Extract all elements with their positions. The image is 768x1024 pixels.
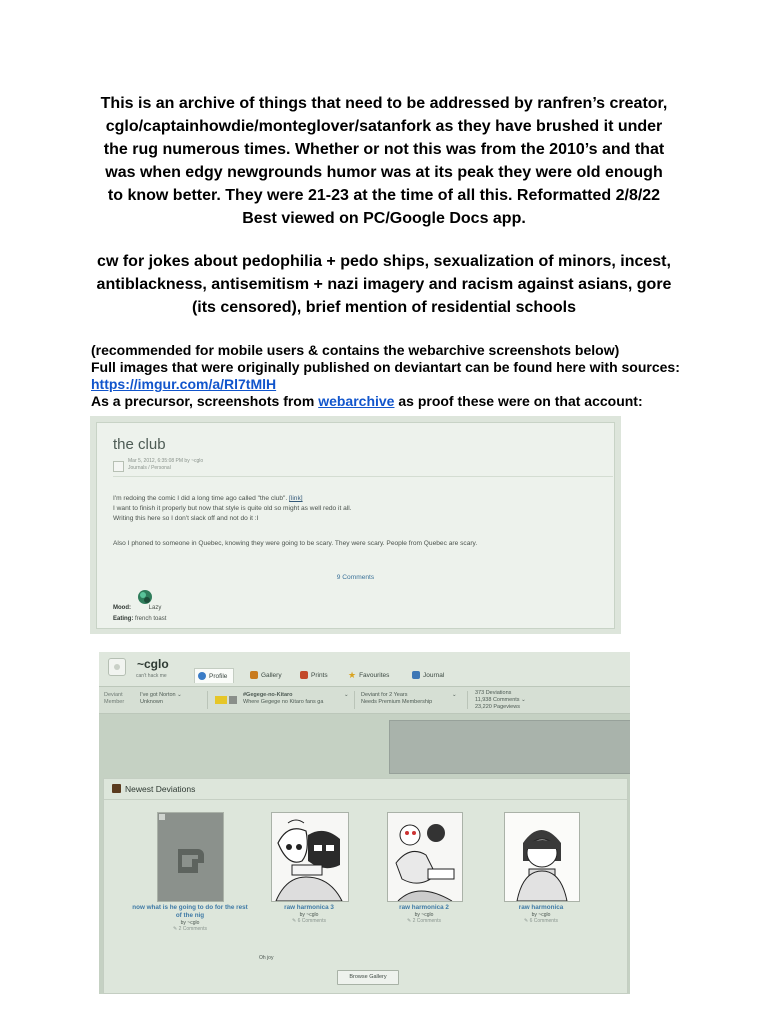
tab-profile[interactable]: Profile [194, 668, 234, 683]
deviation-caption [481, 904, 601, 924]
journal-date: Mar 5, 2012, 6:35:08 PM by ~cglo [128, 458, 204, 464]
star-icon: ★ [348, 669, 357, 680]
prints-icon [300, 671, 308, 679]
group-avatar [229, 696, 237, 704]
notes-block [91, 342, 691, 410]
chevron-down-icon[interactable]: ⌄ [344, 692, 349, 698]
cw-line: antiblackness, antisemitism + nazi imagery and racism against asians, gore [96, 276, 672, 293]
newest-deviations-panel [103, 778, 628, 994]
deviation-thumbnail[interactable] [387, 812, 463, 902]
deviation-author[interactable]: by ~cglo [299, 912, 319, 918]
content-warning [40, 250, 728, 319]
gallery-icon [112, 784, 121, 793]
cw-line: (its censored), brief mention of residential schools [191, 299, 577, 316]
group-info[interactable]: #Gegege-no-Kitaro Where Gegege no Kitaro fans ga [243, 692, 324, 705]
deviation-author[interactable]: by ~cglo [414, 912, 434, 918]
avatar[interactable] [108, 658, 126, 676]
gallery-icon [250, 671, 258, 679]
deviation-title-link[interactable]: raw harmonica 2 [399, 904, 449, 911]
deviation-thumbnail[interactable] [157, 812, 224, 902]
profile-screenshot [99, 652, 630, 994]
intro-line: the rug numerous times. Whether or not this was from the 2010’s and that [103, 141, 665, 158]
status-text[interactable]: I've got Norton ⌄ Unknown [140, 692, 182, 705]
deviation-comments[interactable]: ✎ 2 Comments [407, 918, 441, 924]
group-badge [215, 696, 227, 704]
full-images-note: Full images that were originally published on deviantart can be found here with sources: [91, 359, 680, 375]
intro-line: was when edgy newgrounds humor was at its peak they were old enough [105, 164, 663, 181]
member-type: Deviant Member [104, 692, 125, 705]
journal-icon [412, 671, 420, 679]
membership-info: Deviant for 2 Years Needs Premium Membership [361, 692, 433, 705]
deviation-title-link[interactable]: raw harmonica [518, 904, 564, 911]
journal-category[interactable]: Journals / Personal [128, 465, 171, 471]
journal-comments-link[interactable]: 9 Comments [336, 574, 375, 581]
intro-line: Best viewed on PC/Google Docs app. [242, 210, 526, 227]
tab-prints[interactable]: Prints [297, 669, 334, 681]
tab-favourites[interactable]: ★ Favourites [348, 669, 390, 680]
deviation-author[interactable]: by ~cglo [180, 920, 200, 926]
comic-drawing-image [272, 813, 348, 901]
journal-body-line: I want to finish it properly but now that style is quite old so might as well redo it all. [113, 505, 352, 512]
username[interactable]: ~cglo [137, 657, 169, 671]
deviation-title-link[interactable]: raw harmonica 3 [284, 904, 334, 911]
comic-drawing-image [388, 813, 462, 901]
deviation-comments[interactable]: ✎ 2 Comments [173, 926, 207, 932]
journal-screenshot [90, 416, 621, 634]
precursor-note: As a precursor, screenshots from webarchive as proof these were on that account: [91, 393, 643, 409]
journal-title[interactable]: the club [113, 436, 166, 453]
intro-paragraph [40, 92, 728, 230]
imgur-link[interactable]: https://imgur.com/a/Rl7tMlH [91, 376, 277, 392]
journal-panel [96, 422, 615, 629]
mobile-note: (recommended for mobile users & contains the webarchive screenshots below) [91, 342, 620, 358]
browse-gallery-button[interactable]: Browse Gallery [337, 970, 399, 985]
journal-body-line: Writing this here so I don't slack off and not do it :I [113, 515, 259, 522]
deviation-comments[interactable]: ✎ 6 Comments [292, 918, 326, 924]
panel-header [104, 779, 627, 800]
journal-body-line: Also I phoned to someone in Quebec, knowing they were going to be scary. They were scary. People from Quebec are scary. [113, 540, 478, 547]
deviation-caption [130, 904, 250, 932]
panel-title: Newest Deviations [125, 784, 196, 794]
deviation-description: Oh joy [259, 955, 274, 961]
journal-body-line: I'm redoing the comic I did a long time ago called "the club". [link] [113, 495, 303, 502]
chevron-down-icon[interactable]: ⌄ [452, 692, 457, 698]
intro-line: cglo/captainhowdie/monteglover/satanfork as they have brushed it under [105, 118, 663, 135]
deviation-title-link[interactable]: now what is he going to do for the rest of the nig [132, 904, 248, 919]
journal-link[interactable]: [link] [289, 495, 303, 502]
journal-icon [113, 461, 124, 472]
profile-header [99, 652, 630, 686]
profile-stats[interactable]: 373 Deviations 11,938 Comments ⌄ 23,220 Pageviews [475, 690, 526, 710]
tab-journal[interactable]: Journal [409, 669, 450, 681]
mood-icon [137, 589, 153, 605]
cw-line: cw for jokes about pedophilia + pedo ships, sexualization of minors, incest, [97, 253, 671, 270]
deviation-comments[interactable]: ✎ 6 Comments [524, 918, 558, 924]
profile-widget-placeholder [389, 720, 630, 774]
deviantart-logo-icon [158, 813, 223, 901]
divider [113, 476, 613, 477]
deviation-caption [364, 904, 484, 924]
profile-info-bar [99, 686, 630, 714]
profile-icon [198, 672, 206, 680]
deviation-author[interactable]: by ~cglo [531, 912, 551, 918]
tab-gallery[interactable]: Gallery [247, 669, 288, 681]
deviation-thumbnail[interactable] [271, 812, 349, 902]
intro-line: This is an archive of things that need to be addressed by ranfren’s creator, [100, 95, 668, 112]
deviation-thumbnail[interactable] [504, 812, 580, 902]
mood-row: Mood: Lazy [113, 605, 162, 611]
user-tagline: can't hack me [136, 673, 167, 679]
intro-line: to know better. They were 21-23 at the time of all this. Reformatted 2/8/22 [107, 187, 661, 204]
deviation-caption [249, 904, 369, 924]
eating-row: Eating: french toast [113, 616, 167, 622]
webarchive-link[interactable]: webarchive [318, 393, 395, 409]
comic-drawing-image [505, 813, 579, 901]
